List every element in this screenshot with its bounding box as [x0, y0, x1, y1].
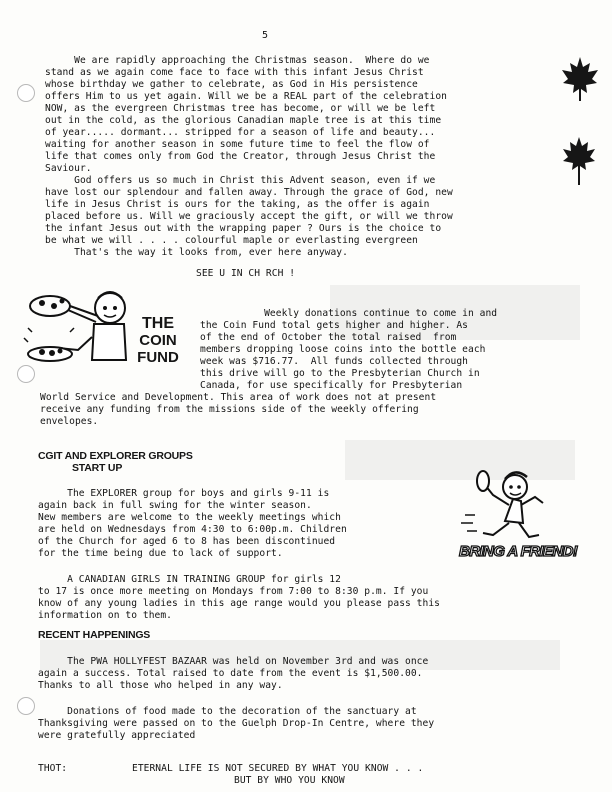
article-line: have lost our splendour and fallen away. Through the grace of God, new — [45, 187, 453, 198]
article-line: out in the cold, as the glorious Canadian maple tree is at this time — [45, 115, 442, 126]
article-line: again back in full swing for the winter season. — [38, 500, 312, 511]
cgit-heading: CGIT AND EXPLORER GROUPS — [38, 450, 193, 462]
cgit-subheading: START UP — [72, 462, 123, 474]
coin-fund-logo-line: COIN — [139, 332, 177, 349]
coin-fund-logo-line: FUND — [137, 349, 179, 366]
article-line: of year..... dormant... stripped for a season of life and beauty... — [45, 127, 436, 138]
article-line: were gratefully appreciated — [38, 730, 196, 741]
article-line: for the time being due to lack of support. — [38, 548, 283, 559]
maple-leaf-icon-2 — [561, 135, 597, 187]
article-line: this drive will go to the Presbyterian Church in — [200, 368, 480, 379]
article-line: the Coin Fund total gets higher and higher. As — [200, 320, 468, 331]
coin-fund-logo — [135, 315, 181, 366]
recent-heading: RECENT HAPPENINGS — [38, 629, 151, 641]
article-line: World Service and Development. This area of work does not at present — [40, 392, 437, 403]
article-line: be what we will . . . . colourful maple or everlasting evergreen — [45, 235, 418, 246]
article-line: God offers us so much in Christ this Advent season, even if we — [45, 175, 436, 186]
binder-hole-top — [17, 84, 35, 102]
article-line: Donations of food made to the decoration of the sanctuary at — [38, 706, 417, 717]
binder-hole-bottom — [17, 697, 35, 715]
article-line: Weekly donations continue to come in and — [200, 308, 498, 319]
article-line: life that comes only from God the Creator, through Jesus Christ the — [45, 151, 436, 162]
article-line: A CANADIAN GIRLS IN TRAINING GROUP for girls 12 — [38, 574, 341, 585]
article-line: information on to them. — [38, 610, 172, 621]
article-line: Saviour. — [45, 163, 92, 174]
thot-line: BUT BY WHO YOU KNOW — [234, 775, 345, 786]
article-line: The EXPLORER group for boys and girls 9-11 is — [38, 488, 330, 499]
article-line: Thanks to all those who helped in any way. — [38, 680, 283, 691]
article-line: waiting for another season in some future time to feel the flow of — [45, 139, 430, 150]
article-line: again a success. Total raised to date from the event is $1,500.00. — [38, 668, 423, 679]
article-line: Canada, for use specifically for Presbyterian — [200, 380, 463, 391]
article-line: NOW, as the evergreen Christmas tree has become, or will we be left — [45, 103, 436, 114]
article-line: week was $716.77. All funds collected through — [200, 356, 468, 367]
page-number: 5 — [262, 30, 269, 41]
article-line: whose birthday we gather to celebrate, as God in His persistence — [45, 79, 418, 90]
article-line: of the Church for aged 6 to 8 has been discontinued — [38, 536, 336, 547]
article-line: That's the way it looks from, ever here anyway. — [45, 247, 348, 258]
article-line: We are rapidly approaching the Christmas season. Where do we — [45, 55, 430, 66]
article-line: envelopes. — [40, 416, 99, 427]
article-line: offers Him to us yet again. Will we be a REAL part of the celebration — [45, 91, 447, 102]
article-line: members dropping loose coins into the bottle each — [200, 344, 486, 355]
thot-label: THOT: — [38, 763, 68, 774]
bring-a-friend-text: BRING A FRIEND! — [459, 543, 578, 560]
thot-line: ETERNAL LIFE IS NOT SECURED BY WHAT YOU KNOW . . . — [132, 763, 424, 774]
coin-fund-cartoon — [18, 282, 136, 382]
coin-fund-logo-line: THE — [142, 315, 174, 332]
article-line: to 17 is once more meeting on Mondays from 7:00 to 8:30 p.m. If you — [38, 586, 429, 597]
running-boy-cartoon — [455, 465, 555, 545]
article-line: are held on Wednesdays from 4:30 to 6:00p.m. Children — [38, 524, 347, 535]
maple-leaf-icon — [560, 55, 600, 103]
article-line: life in Jesus Christ is ours for the taking, as the offer is again — [45, 199, 430, 210]
article-line: know of any young ladies in this age range would you please pass this — [38, 598, 440, 609]
article-line: the infant Jesus out with the wrapping paper ? Ours is the choice to — [45, 223, 442, 234]
article-line: receive any funding from the missions side of the weekly offering — [40, 404, 419, 415]
article-line: Thanksgiving were passed on to the Guelph Drop-In Centre, where they — [38, 718, 435, 729]
article-line: The PWA HOLLYFEST BAZAAR was held on November 3rd and was once — [38, 656, 429, 667]
article-line: placed before us. Will we graciously accept the gift, or will we throw — [45, 211, 453, 222]
article-line: of the end of October the total raised from — [200, 332, 457, 343]
article-line: stand as we again come face to face with this infant Jesus Christ — [45, 67, 424, 78]
article-line: New members are welcome to the weekly meetings which — [38, 512, 341, 523]
see-u-in-church: SEE U IN CH RCH ! — [196, 268, 296, 279]
